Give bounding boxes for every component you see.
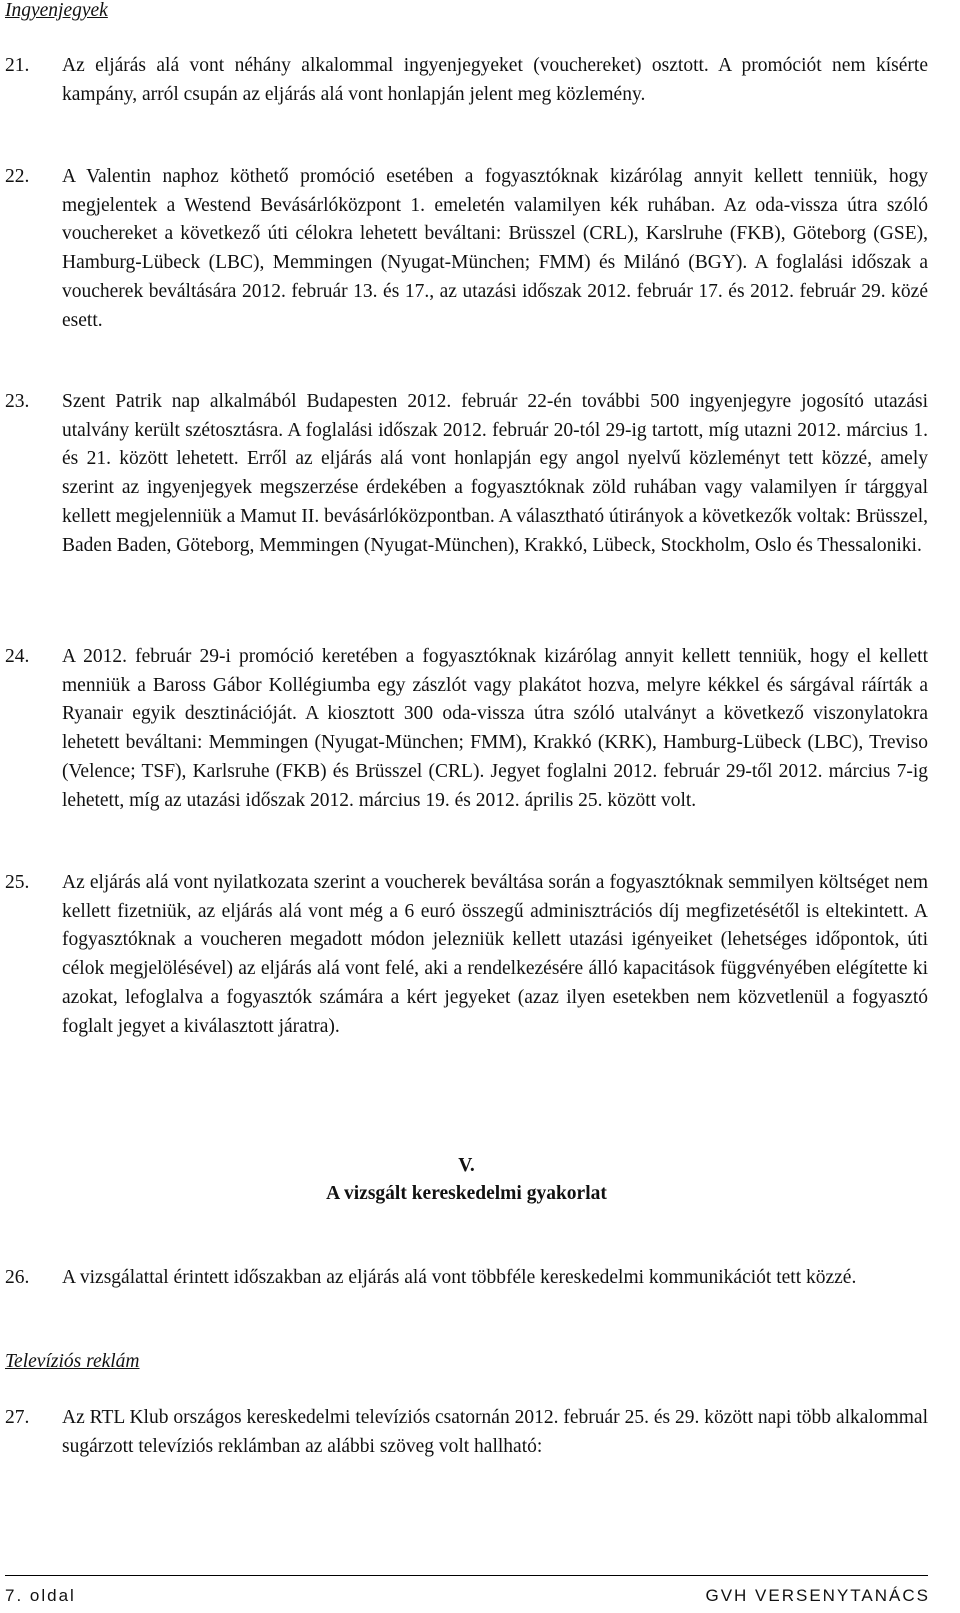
paragraph-number: 27. xyxy=(5,1407,30,1428)
heading-ingyenjegyek: Ingyenjegyek xyxy=(5,0,108,21)
footer-page-number: 7. oldal xyxy=(5,1586,76,1605)
paragraph-number: 23. xyxy=(5,391,30,412)
paragraph-text: A vizsgálattal érintett időszakban az eljárás alá vont többféle kereskedelmi kommunikációt tett közzé. xyxy=(62,1267,857,1288)
footer-organization: GVH VERSENYTANÁCS xyxy=(705,1586,930,1605)
paragraph-number: 21. xyxy=(5,55,30,76)
paragraph-number: 25. xyxy=(5,872,30,893)
paragraph-number: 22. xyxy=(5,166,30,187)
paragraph-text: A 2012. február 29-i promóció keretében a fogyasztóknak kizárólag annyit kellett tenniük, hogy el kellett menniük a Baross Gábor Kollégiumba egy zászlót vagy plakátot hozva, melyre kékkel és sárgával ráírták a Ryanair egyik desztinációját. A kiosztott 300 oda-vissza útra szóló utalványt a következő viszonylatokra lehetett beváltani: Memmingen (Nyugat-München; FMM), Krakkó (KRK), Hamburg-Lübeck (LBC), Treviso (Velence; TSF), Karlsruhe (FKB) és Brüsszel (CRL). Jegyet foglalni 2012. február 29-től 2012. március 7-ig lehetett, míg az utazási időszak 2012. március 19. és 2012. április 25. között volt. xyxy=(62,646,928,811)
paragraph-26 xyxy=(5,1264,928,1293)
paragraph-25 xyxy=(5,869,928,1041)
paragraph-text: A Valentin naphoz köthető promóció esetében a fogyasztóknak kizárólag annyit kellett tenniük, hogy megjelentek a Westend Bevásárlóközpont 1. emeletén valamilyen kék ruhában. Az oda-vissza útra szóló vouchereket a következő úti célokra lehetett beváltani: Brüsszel (CRL), Karslruhe (FKB), Göteborg (GSE), Hamburg-Lübeck (LBC), Memmingen (Nyugat-München; FMM) és Milánó (BGY). A foglalási időszak a voucherek beváltására 2012. február 13. és 17., az utazási időszak 2012. február 17. és 2012. február 29. közé esett. xyxy=(62,166,928,331)
paragraph-23 xyxy=(5,388,928,560)
paragraph-number: 24. xyxy=(5,646,30,667)
paragraph-21 xyxy=(5,52,928,109)
section-title: A vizsgált kereskedelmi gyakorlat xyxy=(326,1183,607,1204)
paragraph-22 xyxy=(5,163,928,335)
paragraph-24 xyxy=(5,643,928,815)
heading-televizios-reklam: Televíziós reklám xyxy=(5,1351,140,1372)
paragraph-text: Az RTL Klub országos kereskedelmi televíziós csatornán 2012. február 25. és 29. között napi több alkalommal sugárzott televíziós reklámban az alábbi szöveg volt hallható: xyxy=(62,1407,928,1457)
paragraph-27 xyxy=(5,1404,928,1461)
paragraph-number: 26. xyxy=(5,1267,30,1288)
section-number: V. xyxy=(458,1155,475,1176)
paragraph-text: Szent Patrik nap alkalmából Budapesten 2012. február 22-én további 500 ingyenjegyre jogosító utazási utalvány került szétosztásra. A foglalási időszak 2012. február 20-tól 29-ig tartott, míg utazni 2012. március 1. és 21. között lehetett. Erről az eljárás alá vont honlapján egy angol nyelvű közleményt tett közzé, amely szerint az ingyenjegyek megszerzése érdekében a fogyasztóknak zöld ruhában vagy valamilyen ír tárggyal kellett megjelenniük a Mamut II. bevásárlóközpontban. A választható útirányok a következők voltak: Brüsszel, Baden Baden, Göteborg, Memmingen (Nyugat-München), Krakkó, Lübeck, Stockholm, Oslo és Thessaloniki. xyxy=(62,391,928,556)
footer-divider xyxy=(5,1575,928,1576)
paragraph-text: Az eljárás alá vont nyilatkozata szerint a voucherek beváltása során a fogyasztóknak semmilyen költséget nem kellett fizetniük, az eljárás alá vont még a 6 euró összegű adminisztrációs díj megfizetésétől is eltekintett. A fogyasztóknak a voucheren megadott módon jelezniük kellett utazási igényeiket (lehetséges időpontok, úti célok megjelölésével) az eljárás alá vont felé, aki a rendelkezésére álló kapacitások függvényében elégítette ki azokat, lefoglalva a fogyasztók számára a kért jegyeket (azaz ilyen esetekben nem közvetlenül a fogyasztó foglalt jegyet a kiválasztott járatra). xyxy=(62,872,928,1037)
paragraph-text: Az eljárás alá vont néhány alkalommal ingyenjegyeket (vouchereket) osztott. A promóciót nem kísérte kampány, arról csupán az eljárás alá vont honlapján jelent meg közlemény. xyxy=(62,55,928,105)
